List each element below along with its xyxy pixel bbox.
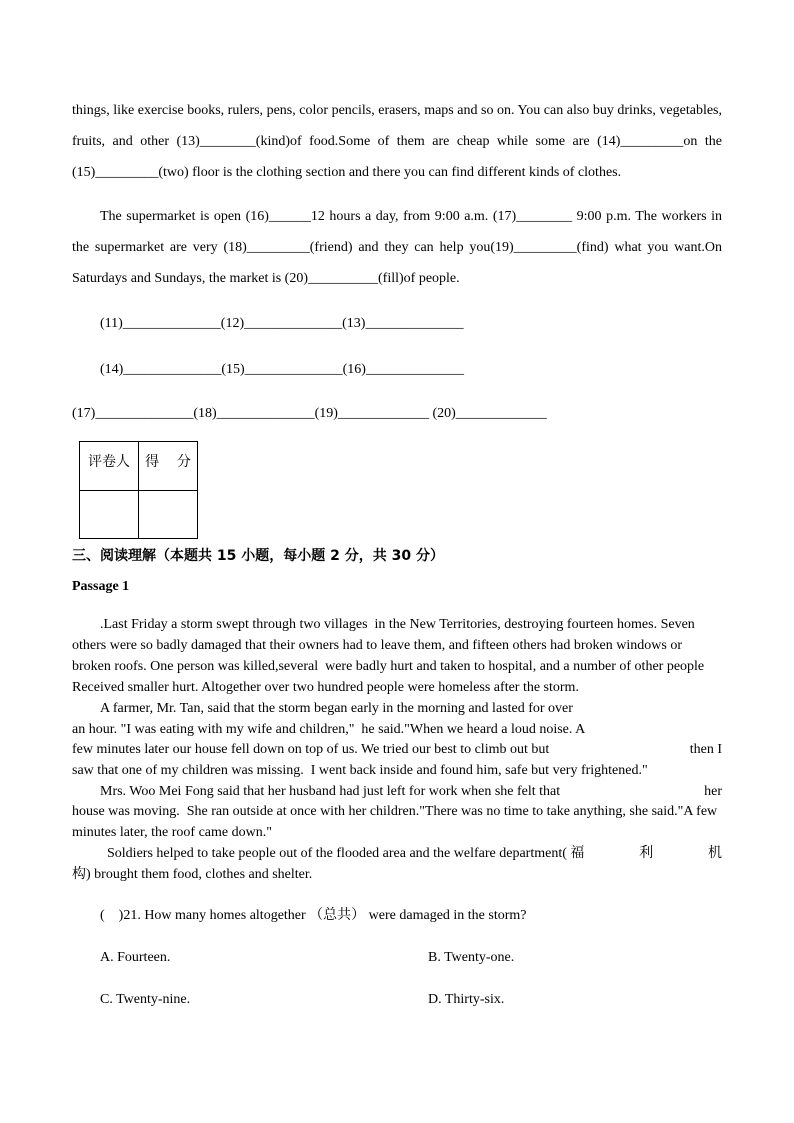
passage-title: Passage 1 <box>72 579 130 594</box>
passage-line: Received smaller hurt. Altogether over two hundred people were homeless after the storm. <box>72 680 579 695</box>
answer-blank-row: (17)______________(18)______________(19)_____________ (20)_____________ <box>72 406 547 421</box>
passage-line: house was moving. She ran outside at once with her children."There was no time to take anything, she said."A few <box>72 804 718 819</box>
passage-line: broken roofs. One person was killed,several were badly hurt and taken to hospital, and a number of other people <box>72 659 705 674</box>
passage-line-segment: few minutes later our house fell down on top of us. We tried our best to climb out but <box>72 742 550 757</box>
cloze-line: The supermarket is open (16)______12 hours a day, from 9:00 a.m. (17)________ 9:00 p.m. The workers in <box>100 209 722 224</box>
score-table-body-row <box>80 491 198 539</box>
passage-line-segment: Mrs. Woo Mei Fong said that her husband had just left for work when she felt that <box>100 784 561 799</box>
passage-line: an hour. "I was eating with my wife and children," he said."When we heard a loud noise. A <box>72 722 586 737</box>
passage-line-segment: then I <box>689 742 722 757</box>
passage-line: saw that one of my children was missing. I went back inside and found him, safe but very frightened." <box>72 763 648 778</box>
cloze-line: things, like exercise books, rulers, pens, color pencils, erasers, maps and so on. You can also buy drinks, vegetables, <box>72 103 722 118</box>
cloze-line: fruits, and other (13)________(kind)of food.Some of them are cheap while some are (14)_________on the <box>72 134 722 149</box>
passage-line <box>72 740 722 760</box>
cloze-line: the supermarket are very (18)_________(friend) and they can help you(19)_________(find) what you want.On <box>72 240 722 255</box>
score-header: 得 分 <box>139 442 198 491</box>
grader-header: 评卷人 <box>80 442 139 491</box>
passage-line-segment: 利 <box>639 846 654 861</box>
passage-line <box>100 782 722 802</box>
passage-line-segment: 机 <box>708 846 722 861</box>
answer-blank-row: (14)______________(15)______________(16)______________ <box>100 362 464 377</box>
option-d: D. Thirty-six. <box>428 992 505 1007</box>
passage-line: others were so badly damaged that their owners had to leave them, and fifteen others had broken windows or <box>72 638 682 653</box>
grader-cell <box>80 491 139 539</box>
passage-line: A farmer, Mr. Tan, said that the storm began early in the morning and lasted for over <box>100 701 573 716</box>
section-heading: 三、阅读理解（本题共 15 小题，每小题 2 分，共 30 分） <box>72 548 444 564</box>
passage-line: 构) brought them food, clothes and shelter. <box>72 867 313 882</box>
score-cell <box>139 491 198 539</box>
passage-line: .Last Friday a storm swept through two villages in the New Territories, destroying fourteen homes. Seven <box>100 617 695 632</box>
passage-line-segment: her <box>704 784 722 799</box>
cloze-line: (15)_________(two) floor is the clothing section and there you can find different kinds of clothes. <box>72 165 622 180</box>
cloze-line: Saturdays and Sundays, the market is (20)__________(fill)of people. <box>72 271 460 286</box>
passage-line: minutes later, the roof came down." <box>72 825 272 840</box>
option-c: C. Twenty-nine. <box>100 992 191 1007</box>
score-table-header-row <box>80 442 198 491</box>
score-table <box>79 441 198 539</box>
passage-line-segment: Soldiers helped to take people out of the flooded area and the welfare department( 福 <box>107 846 585 861</box>
passage-line <box>107 844 722 864</box>
option-a: A. Fourteen. <box>100 950 171 965</box>
option-b: B. Twenty-one. <box>428 950 515 965</box>
question-stem: ( )21. How many homes altogether （总共） were damaged in the storm? <box>100 908 527 923</box>
answer-blank-row: (11)______________(12)______________(13)______________ <box>100 316 464 331</box>
